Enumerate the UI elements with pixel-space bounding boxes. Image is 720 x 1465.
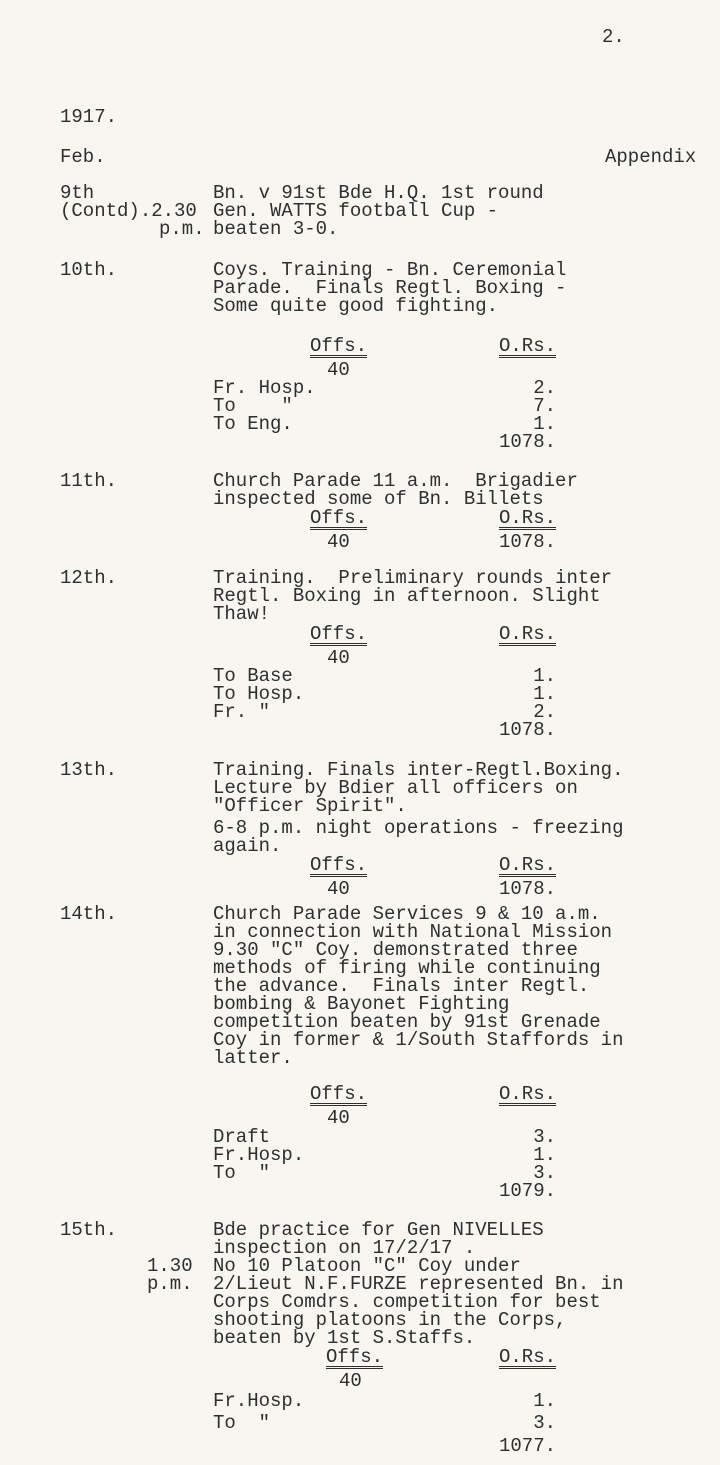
entry-line: 9.30 "C" Coy. demonstrated three — [213, 939, 578, 961]
ors-header: O.Rs. — [499, 1083, 557, 1105]
entry-line: Gen. WATTS football Cup - — [213, 200, 499, 222]
month-heading: Feb. — [60, 146, 106, 168]
strength-row-value: 1. — [533, 683, 556, 705]
strength-row-label: To Hosp. — [213, 683, 305, 705]
entry-line: Regtl. Boxing in afternoon. Slight — [213, 585, 601, 607]
strength-row-value: 3. — [533, 1126, 556, 1148]
entry-line: Thaw! — [213, 603, 271, 625]
offs-value: 40 — [327, 359, 350, 381]
offs-header: Offs. — [326, 1346, 384, 1368]
strength-row-value: 3. — [533, 1162, 556, 1184]
entry-line: beaten 3-0. — [213, 218, 339, 240]
entry-line: Church Parade 11 a.m. Brigadier — [213, 470, 578, 492]
entry-date: 12th. — [60, 567, 118, 589]
ors-total: 1077. — [498, 1435, 556, 1457]
strength-row-label: To " — [213, 395, 293, 417]
entry-line: competition beaten by 91st Grenade — [213, 1011, 601, 1033]
strength-row-label: Fr.Hosp. — [213, 1144, 305, 1166]
strength-row-label: Fr.Hosp. — [213, 1390, 305, 1412]
strength-row-value: 7. — [533, 395, 556, 417]
entry-time: p.m. — [159, 218, 205, 240]
entry-line: Training. Preliminary rounds inter — [213, 567, 613, 589]
entry-line: the advance. Finals inter Regtl. — [213, 975, 590, 997]
entry-date: 15th. — [60, 1219, 118, 1241]
strength-row-value: 1. — [533, 665, 556, 687]
offs-header: Offs. — [310, 854, 368, 876]
entry-line: 2/Lieut N.F.FURZE represented Bn. in — [213, 1273, 624, 1295]
entry-date: 13th. — [60, 759, 118, 781]
entry-line: Church Parade Services 9 & 10 a.m. — [213, 903, 601, 925]
ors-header: O.Rs. — [499, 335, 557, 357]
entry-line: "Officer Spirit". — [213, 795, 407, 817]
offs-value: 40 — [339, 1370, 362, 1392]
entry-line: Coys. Training - Bn. Ceremonial — [213, 259, 567, 281]
offs-header: Offs. — [310, 507, 368, 529]
page-number: 2. — [602, 26, 625, 48]
ors-total: 1079. — [498, 1180, 556, 1202]
entry-line: Corps Comdrs. competition for best — [213, 1291, 601, 1313]
strength-row-value: 1. — [533, 1144, 556, 1166]
entry-date-continued: (Contd).2.30 — [60, 200, 197, 222]
strength-row-value: 1. — [533, 1390, 556, 1412]
entry-date: 9th — [60, 182, 95, 204]
offs-value: 40 — [327, 531, 350, 553]
entry-line: Training. Finals inter-Regtl.Boxing. — [213, 759, 624, 781]
entry-line: beaten by 1st S.Staffs. — [213, 1327, 476, 1349]
ors-total: 1078. — [499, 878, 557, 900]
entry-line: Lecture by Bdier all officers on — [213, 777, 578, 799]
entry-line: inspection on 17/2/17 . — [213, 1237, 476, 1259]
strength-row-label: To Eng. — [213, 413, 293, 435]
entry-line: methods of firing while continuing — [213, 957, 601, 979]
ors-header: O.Rs. — [499, 1346, 557, 1368]
offs-value: 40 — [327, 878, 350, 900]
strength-row-value: 3. — [533, 1412, 556, 1434]
strength-row-label: To " — [213, 1412, 271, 1434]
strength-row-value: 2. — [533, 377, 556, 399]
appendix-label: Appendix — [605, 146, 697, 168]
entry-line: shooting platoons in the Corps, — [213, 1309, 567, 1331]
entry-line: Coy in former & 1/South Staffords in — [213, 1029, 624, 1051]
entry-line: No 10 Platoon "C" Coy under — [213, 1255, 521, 1277]
entry-line: latter. — [213, 1047, 293, 1069]
strength-row-label: To " — [213, 1162, 271, 1184]
ors-header: O.Rs. — [499, 854, 557, 876]
entry-date: 11th. — [60, 470, 118, 492]
entry-line: bombing & Bayonet Fighting — [213, 993, 510, 1015]
offs-header: Offs. — [310, 335, 368, 357]
ors-header: O.Rs. — [499, 507, 557, 529]
strength-row-value: 2. — [533, 701, 556, 723]
strength-row-label: To Base — [213, 665, 293, 687]
entry-date: 14th. — [60, 903, 118, 925]
entry-line: Parade. Finals Regtl. Boxing - — [213, 277, 567, 299]
year-heading: 1917. — [60, 106, 118, 128]
offs-header: Offs. — [310, 1083, 368, 1105]
entry-time: p.m. — [147, 1273, 193, 1295]
ors-total: 1078. — [498, 431, 556, 453]
strength-row-label: Draft — [213, 1126, 271, 1148]
entry-line: inspected some of Bn. Billets — [213, 488, 544, 510]
ors-header: O.Rs. — [499, 623, 557, 645]
strength-row-label: Fr. Hosp. — [213, 377, 316, 399]
ors-total: 1078. — [499, 531, 557, 553]
entry-line: Bde practice for Gen NIVELLES — [213, 1219, 544, 1241]
strength-row-value: 1. — [533, 413, 556, 435]
offs-header: Offs. — [310, 623, 368, 645]
entry-line: Bn. v 91st Bde H.Q. 1st round — [213, 182, 544, 204]
entry-line: Some quite good fighting. — [213, 295, 499, 317]
offs-value: 40 — [327, 647, 350, 669]
entry-time: 1.30 — [147, 1255, 193, 1277]
strength-row-label: Fr. " — [213, 701, 271, 723]
entry-line: again. — [213, 835, 282, 857]
entry-date: 10th. — [60, 259, 118, 281]
entry-line: 6-8 p.m. night operations - freezing — [213, 817, 624, 839]
ors-total: 1078. — [498, 719, 556, 741]
entry-line: in connection with National Mission — [213, 921, 613, 943]
offs-value: 40 — [327, 1107, 350, 1129]
